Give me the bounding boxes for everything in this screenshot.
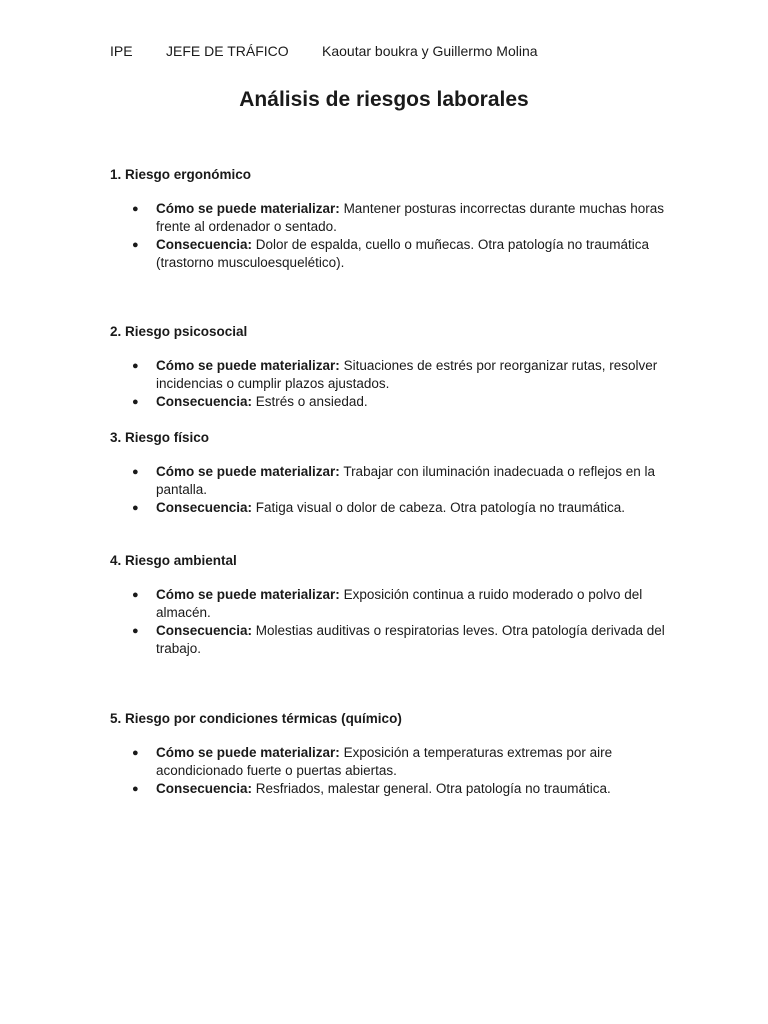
header-course: IPE xyxy=(110,43,133,59)
bullet-icon: ● xyxy=(132,747,139,759)
section-heading: 4. Riesgo ambiental xyxy=(110,553,237,568)
bullet-icon: ● xyxy=(132,360,139,372)
page-title: Análisis de riesgos laborales xyxy=(239,88,529,111)
bullet-icon: ● xyxy=(132,783,139,795)
bullet-icon: ● xyxy=(132,589,139,601)
list-item xyxy=(110,499,670,517)
item-label: Cómo se puede materializar: xyxy=(156,464,340,479)
bullet-list xyxy=(110,357,670,411)
bullet-list xyxy=(110,463,670,517)
bullet-icon: ● xyxy=(132,203,139,215)
risk-section-4 xyxy=(110,552,670,658)
section-heading: 3. Riesgo físico xyxy=(110,430,210,445)
section-heading: 2. Riesgo psicosocial xyxy=(110,324,248,339)
list-item xyxy=(110,780,670,798)
item-text: Mantener posturas incorrectas durante muchas horas frente al ordenador o sentado. xyxy=(156,201,664,234)
item-label: Consecuencia: xyxy=(156,237,253,252)
bullet-icon: ● xyxy=(132,502,139,514)
item-label: Cómo se puede materializar: xyxy=(156,745,340,760)
item-label: Consecuencia: xyxy=(156,781,253,796)
list-item xyxy=(110,744,670,780)
list-item xyxy=(110,586,670,622)
item-label: Cómo se puede materializar: xyxy=(156,358,340,373)
bullet-list xyxy=(110,744,670,798)
list-item xyxy=(110,622,670,658)
list-item xyxy=(110,463,670,499)
bullet-list xyxy=(110,200,670,272)
item-text: Estrés o ansiedad. xyxy=(252,394,368,409)
item-label: Consecuencia: xyxy=(156,394,253,409)
item-text: Resfriados, malestar general. Otra patología no traumática. xyxy=(252,781,611,796)
item-text: Situaciones de estrés por reorganizar rutas, resolver incidencias o cumplir plazos ajustados. xyxy=(156,358,658,391)
list-item xyxy=(110,200,670,236)
item-text: Exposición a temperaturas extremas por aire acondicionado fuerte o puertas abiertas. xyxy=(156,745,613,778)
risk-section-3 xyxy=(110,429,670,517)
bullet-list xyxy=(110,586,670,658)
header-job: JEFE DE TRÁFICO xyxy=(166,43,289,59)
bullet-icon: ● xyxy=(132,466,139,478)
bullet-icon: ● xyxy=(132,625,139,637)
risk-section-1 xyxy=(110,166,670,272)
risk-section-2 xyxy=(110,323,670,411)
list-item xyxy=(110,393,670,411)
item-text: Trabajar con iluminación inadecuada o reflejos en la pantalla. xyxy=(156,464,656,497)
item-label: Consecuencia: xyxy=(156,500,253,515)
section-heading: 5. Riesgo por condiciones térmicas (químico) xyxy=(110,711,402,726)
bullet-icon: ● xyxy=(132,396,139,408)
item-text: Exposición continua a ruido moderado o polvo del almacén. xyxy=(156,587,643,620)
section-heading: 1. Riesgo ergonómico xyxy=(110,167,252,182)
list-item xyxy=(110,357,670,393)
item-text: Dolor de espalda, cuello o muñecas. Otra patología no traumática (trastorno musculoesquelético). xyxy=(156,237,650,270)
list-item xyxy=(110,236,670,272)
item-label: Consecuencia: xyxy=(156,623,253,638)
item-text: Molestias auditivas o respiratorias leves. Otra patología derivada del trabajo. xyxy=(156,623,665,656)
item-label: Cómo se puede materializar: xyxy=(156,201,340,216)
bullet-icon: ● xyxy=(132,239,139,251)
header-authors: Kaoutar boukra y Guillermo Molina xyxy=(322,43,538,59)
risk-section-5 xyxy=(110,710,670,798)
item-label: Cómo se puede materializar: xyxy=(156,587,340,602)
item-text: Fatiga visual o dolor de cabeza. Otra patología no traumática. xyxy=(252,500,625,515)
